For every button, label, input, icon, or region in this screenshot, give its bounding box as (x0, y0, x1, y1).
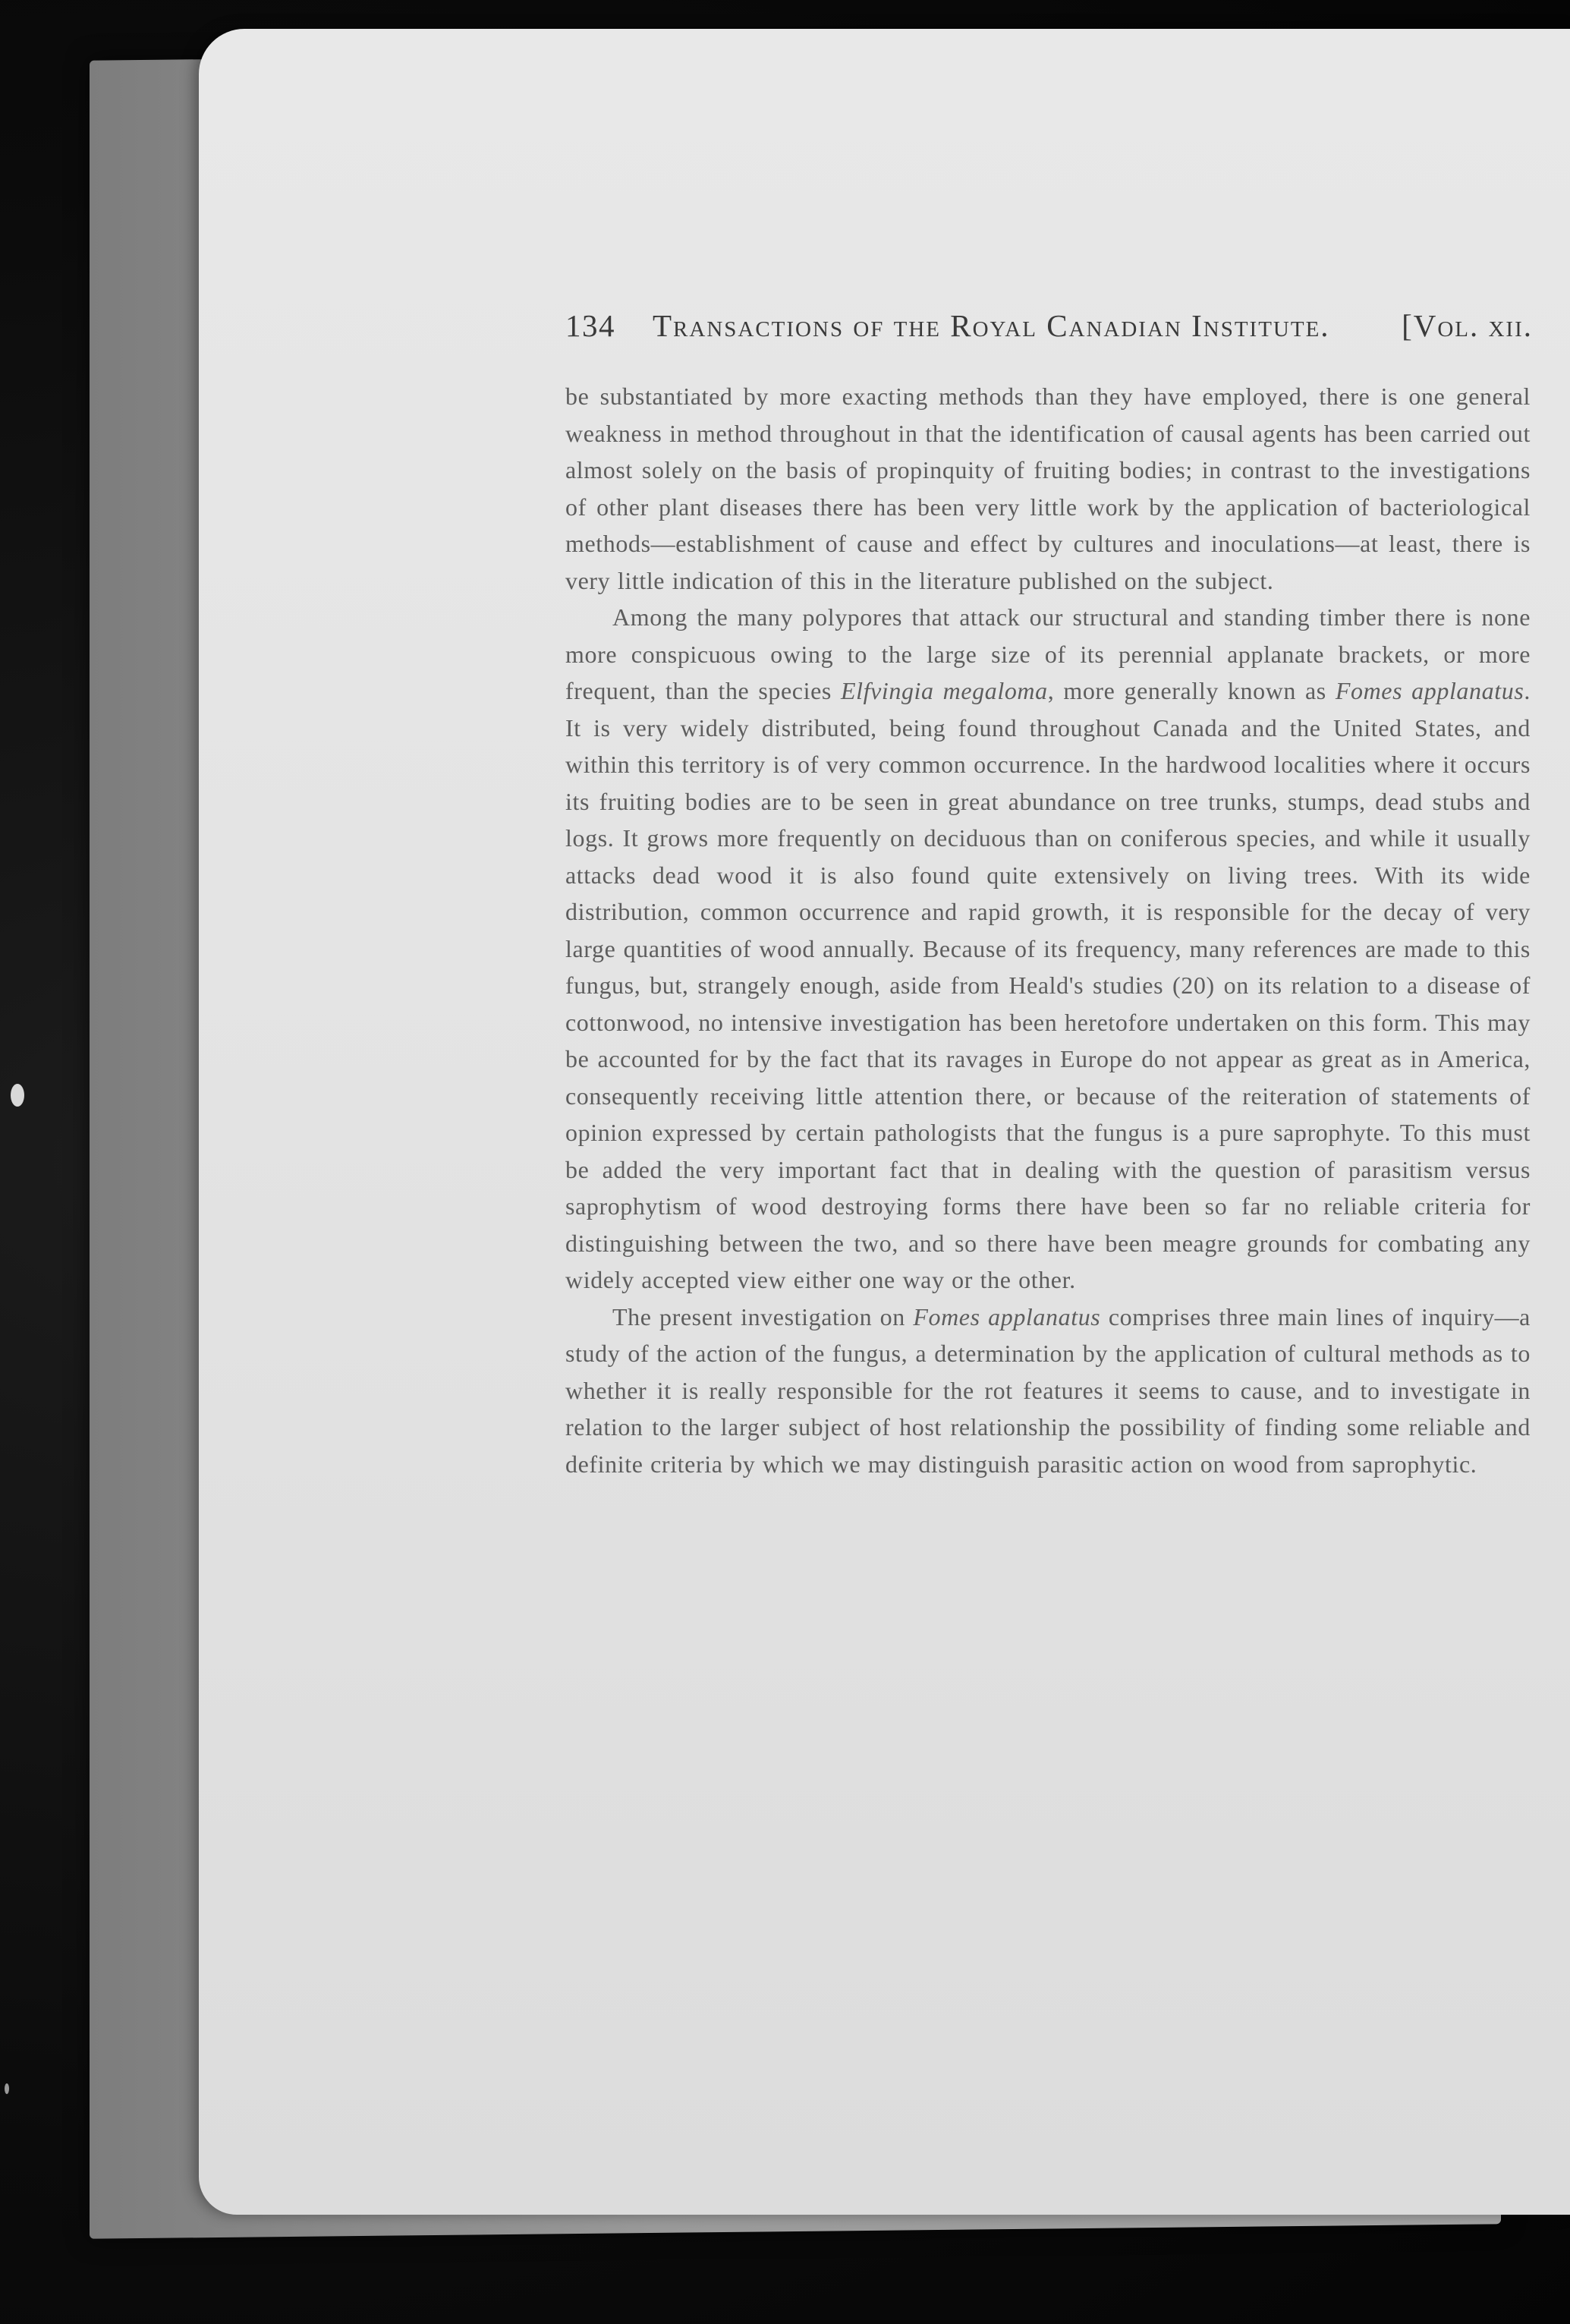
running-head (565, 307, 1533, 361)
scan-speck (5, 2083, 9, 2094)
page-number: 134 (565, 308, 615, 343)
paragraph-2 (565, 599, 1531, 1299)
volume-label: [Vol. xii. (1402, 308, 1533, 343)
paragraph-2-text: , more generally known as (1047, 677, 1336, 704)
paragraph-1: be substantiated by more exacting methods than they have employed, there is one general weakness in method throughout in that the identification of causal agents has been carried out almost solely on the basis of propinquity of fruiting bodies; in contrast to the investigations of other plant diseases there has been very little work by the application of bacteriological methods—establishment of cause and effect by cultures and inoculations—at least, there is very little indication of this in the literature published on the subject. (565, 383, 1531, 594)
species-name: Fomes applanatus (913, 1302, 1101, 1330)
journal-title: Transactions of the Royal Canadian Institute. (653, 308, 1330, 343)
paragraph-2-text: . It is very widely distributed, being found throughout Canada and the United States, and within this territory is of very common occurrence. In the hardwood localities where it occurs its fruiting bodies are to be seen in great abundance on tree trunks, stumps, dead stubs and logs. It grows more frequently on deciduous than on coniferous species, and while it usually attacks dead wood it is also found quite extensively on living trees. With its wide distribution, common occurrence and rapid growth, it is responsible for the decay of very large quantities of wood annually. Because of its frequency, many references are made to this fungus, but, strangely enough, aside from Heald's studies (20) on its relation to a disease of cottonwood, no intensive investigation has been heretofore undertaken on this form. This may be accounted for by the fact that its ravages in Europe do not appear as great as in America, consequently receiving little attention there, or because of the reiteration of statements of opinion expressed by certain pathologists that the fungus is a pure saprophyte. To this must be added the very important fact that in dealing with the question of parasitism versus saprophytism of wood destroying forms there have been so far no reliable criteria for distinguishing between the two, and so there have been meagre grounds for combating any widely accepted view either one way or the other. (565, 677, 1531, 1293)
species-name: Elfvingia megaloma (840, 677, 1048, 704)
paragraph-3-text: The present investigation on (612, 1302, 914, 1330)
paragraph-3 (565, 1299, 1531, 1483)
paragraph-3-text: comprises three main lines of inquiry—a study of the action of the fungus, a determination by the application of cultural methods as to whether it is really responsible for the rot features it seems to cause, and to investigate in relation to the larger subject of host relationship the possibility of finding some reliable and definite criteria by which we may distinguish parasitic action on wood from saprophytic. (565, 1302, 1531, 1478)
scan-speck (11, 1084, 24, 1107)
body-text (565, 378, 1531, 1482)
species-name: Fomes applanatus (1335, 677, 1524, 704)
paragraph-2-text: Among the many polypores that attack our structural and standing timber there is none more conspicuous owing to the large size of its perennial applanate brackets, or more frequent, than the species (565, 603, 1531, 704)
